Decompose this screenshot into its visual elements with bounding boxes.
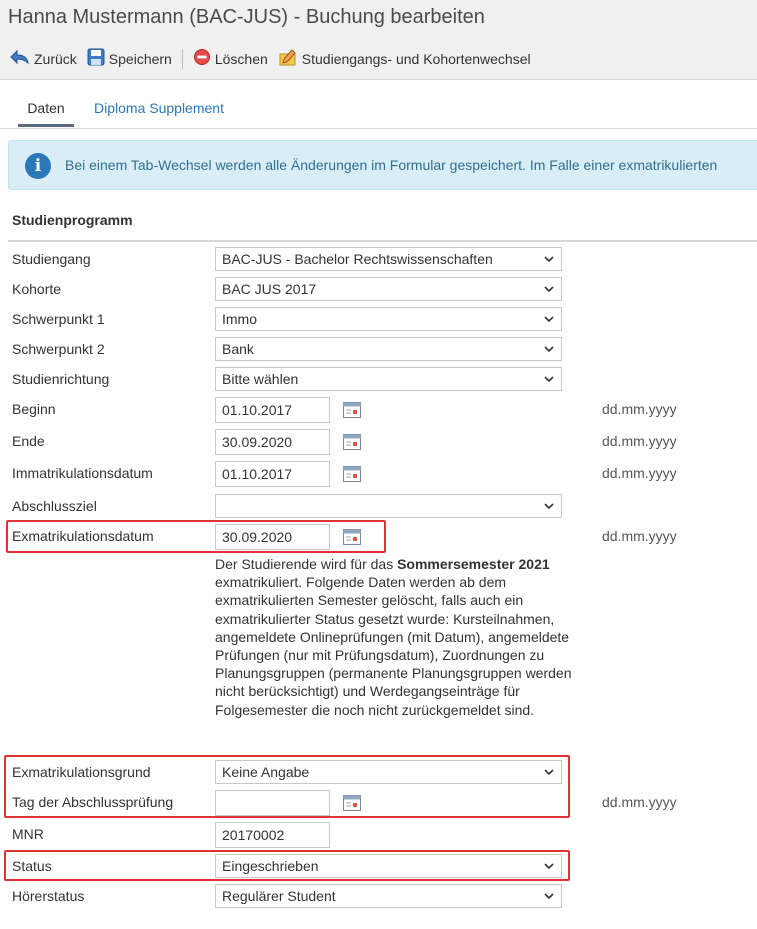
program-change-label: Studiengangs- und Kohortenwechsel [301,50,531,67]
schwerpunkt1-select[interactable] [215,307,562,331]
window-titlebar [0,0,757,39]
info-icon: i [25,153,51,179]
date-format-hint: dd.mm.yyyy [602,528,677,544]
highlight-frame [4,850,570,881]
info-message [8,140,757,190]
studienrichtung-label: Studienrichtung [12,371,110,387]
delete-circle-icon [193,48,215,69]
kohorte-value: BAC JUS 2017 [222,281,317,297]
back-label: Zurück [34,50,77,67]
tab-diploma-supplement[interactable]: Diploma Supplement [94,100,224,116]
exmatrikulationsdatum-date-input[interactable]: 30.09.2020 [215,524,330,550]
mnr-input[interactable]: 20170002 [215,822,330,848]
info-text: Bei einem Tab-Wechsel werden alle Änderungen im Formular gespeichert. Im Falle einer exmatrikulierten [65,157,718,173]
save-label: Speichern [108,50,172,67]
date-format-hint: dd.mm.yyyy [602,794,677,810]
ende-label: Ende [12,433,45,449]
schwerpunkt2-select[interactable] [215,337,562,361]
note-details: exmatrikuliert. Folgende Daten werden ab dem exmatrikulierten Semester gelöscht, falls auch ein exmatrikulierter Status gesetzt wurde: Kursteilnahmen, angemeldete Onlineprüfungen (mit Datum), angemeldete Prüfungen (nur mit Prüfungsdatum), Zuordnungen zu Planungsgruppen (permanente Planungsgruppen werden nicht berücksichtigt) und Werdegangseinträge für Folgesemester die noch nicht zurückgemeldet sind. [215,574,572,718]
date-format-hint: dd.mm.yyyy [602,401,677,417]
studiengang-select[interactable] [215,247,562,271]
exmatrikulation-note [215,555,577,719]
status-value: Eingeschrieben [222,858,319,874]
immatrikulationsdatum-label: Immatrikulationsdatum [12,465,153,481]
highlight-frame [6,520,386,553]
status-label: Status [12,858,52,874]
delete-label: Löschen [214,50,268,67]
studiengang-label: Studiengang [12,251,91,267]
abschlusspruefung-label: Tag der Abschlussprüfung [12,794,174,810]
mnr-label: MNR [12,826,44,842]
schwerpunkt1-label: Schwerpunkt 1 [12,311,105,327]
chevron-down-icon [543,889,555,903]
program-change-button[interactable] [278,47,531,70]
tab-bar [0,96,757,129]
chevron-down-icon [543,499,555,513]
schwerpunkt2-value: Bank [222,341,254,357]
chevron-down-icon [543,342,555,356]
toolbar [0,38,757,80]
highlight-frame [4,755,570,818]
back-button[interactable] [10,49,77,68]
section-title: Studienprogramm [12,212,133,228]
schwerpunkt1-value: Immo [222,311,257,327]
calendar-icon[interactable] [343,466,361,482]
page-title: Hanna Mustermann (BAC-JUS) - Buchung bearbeiten [8,6,485,28]
note-semester: Sommersemester 2021 [397,556,550,572]
studienrichtung-value: Bitte wählen [222,371,299,387]
chevron-down-icon [543,252,555,266]
chevron-down-icon [543,372,555,386]
beginn-date-input[interactable]: 01.10.2017 [215,397,330,423]
studiengang-value: BAC-JUS - Bachelor Rechtswissenschaften [222,251,493,267]
date-format-hint: dd.mm.yyyy [602,465,677,481]
hoererstatus-value: Regulärer Student [222,888,336,904]
tab-daten[interactable]: Daten [18,100,74,127]
date-format-hint: dd.mm.yyyy [602,433,677,449]
section-divider [8,240,757,242]
kohorte-select[interactable] [215,277,562,301]
ende-date-input[interactable]: 30.09.2020 [215,429,330,455]
calendar-icon[interactable] [343,434,361,450]
calendar-icon[interactable] [343,402,361,418]
abschlussziel-label: Abschlussziel [12,498,97,514]
delete-button[interactable] [193,48,268,69]
chevron-down-icon [543,282,555,296]
exmatrikulationsgrund-label: Exmatrikulationsgrund [12,764,151,780]
beginn-label: Beginn [12,401,56,417]
chevron-down-icon [543,312,555,326]
hoererstatus-select[interactable] [215,884,562,908]
toolbar-separator [182,49,183,69]
exmatrikulationsdatum-label: Exmatrikulationsdatum [12,528,154,544]
floppy-disk-icon [87,48,109,69]
immatrikulationsdatum-date-input[interactable]: 01.10.2017 [215,461,330,487]
note-intro: Der Studierende wird für das [215,556,398,572]
kohorte-label: Kohorte [12,281,62,297]
schwerpunkt2-label: Schwerpunkt 2 [12,341,105,357]
abschlussziel-select[interactable] [215,494,562,518]
exmatrikulationsgrund-value: Keine Angabe [222,764,310,780]
back-arrow-icon [10,49,34,68]
edit-document-icon [278,47,302,70]
save-button[interactable] [87,48,172,69]
hoererstatus-label: Hörerstatus [12,888,85,904]
studienrichtung-select[interactable] [215,367,562,391]
